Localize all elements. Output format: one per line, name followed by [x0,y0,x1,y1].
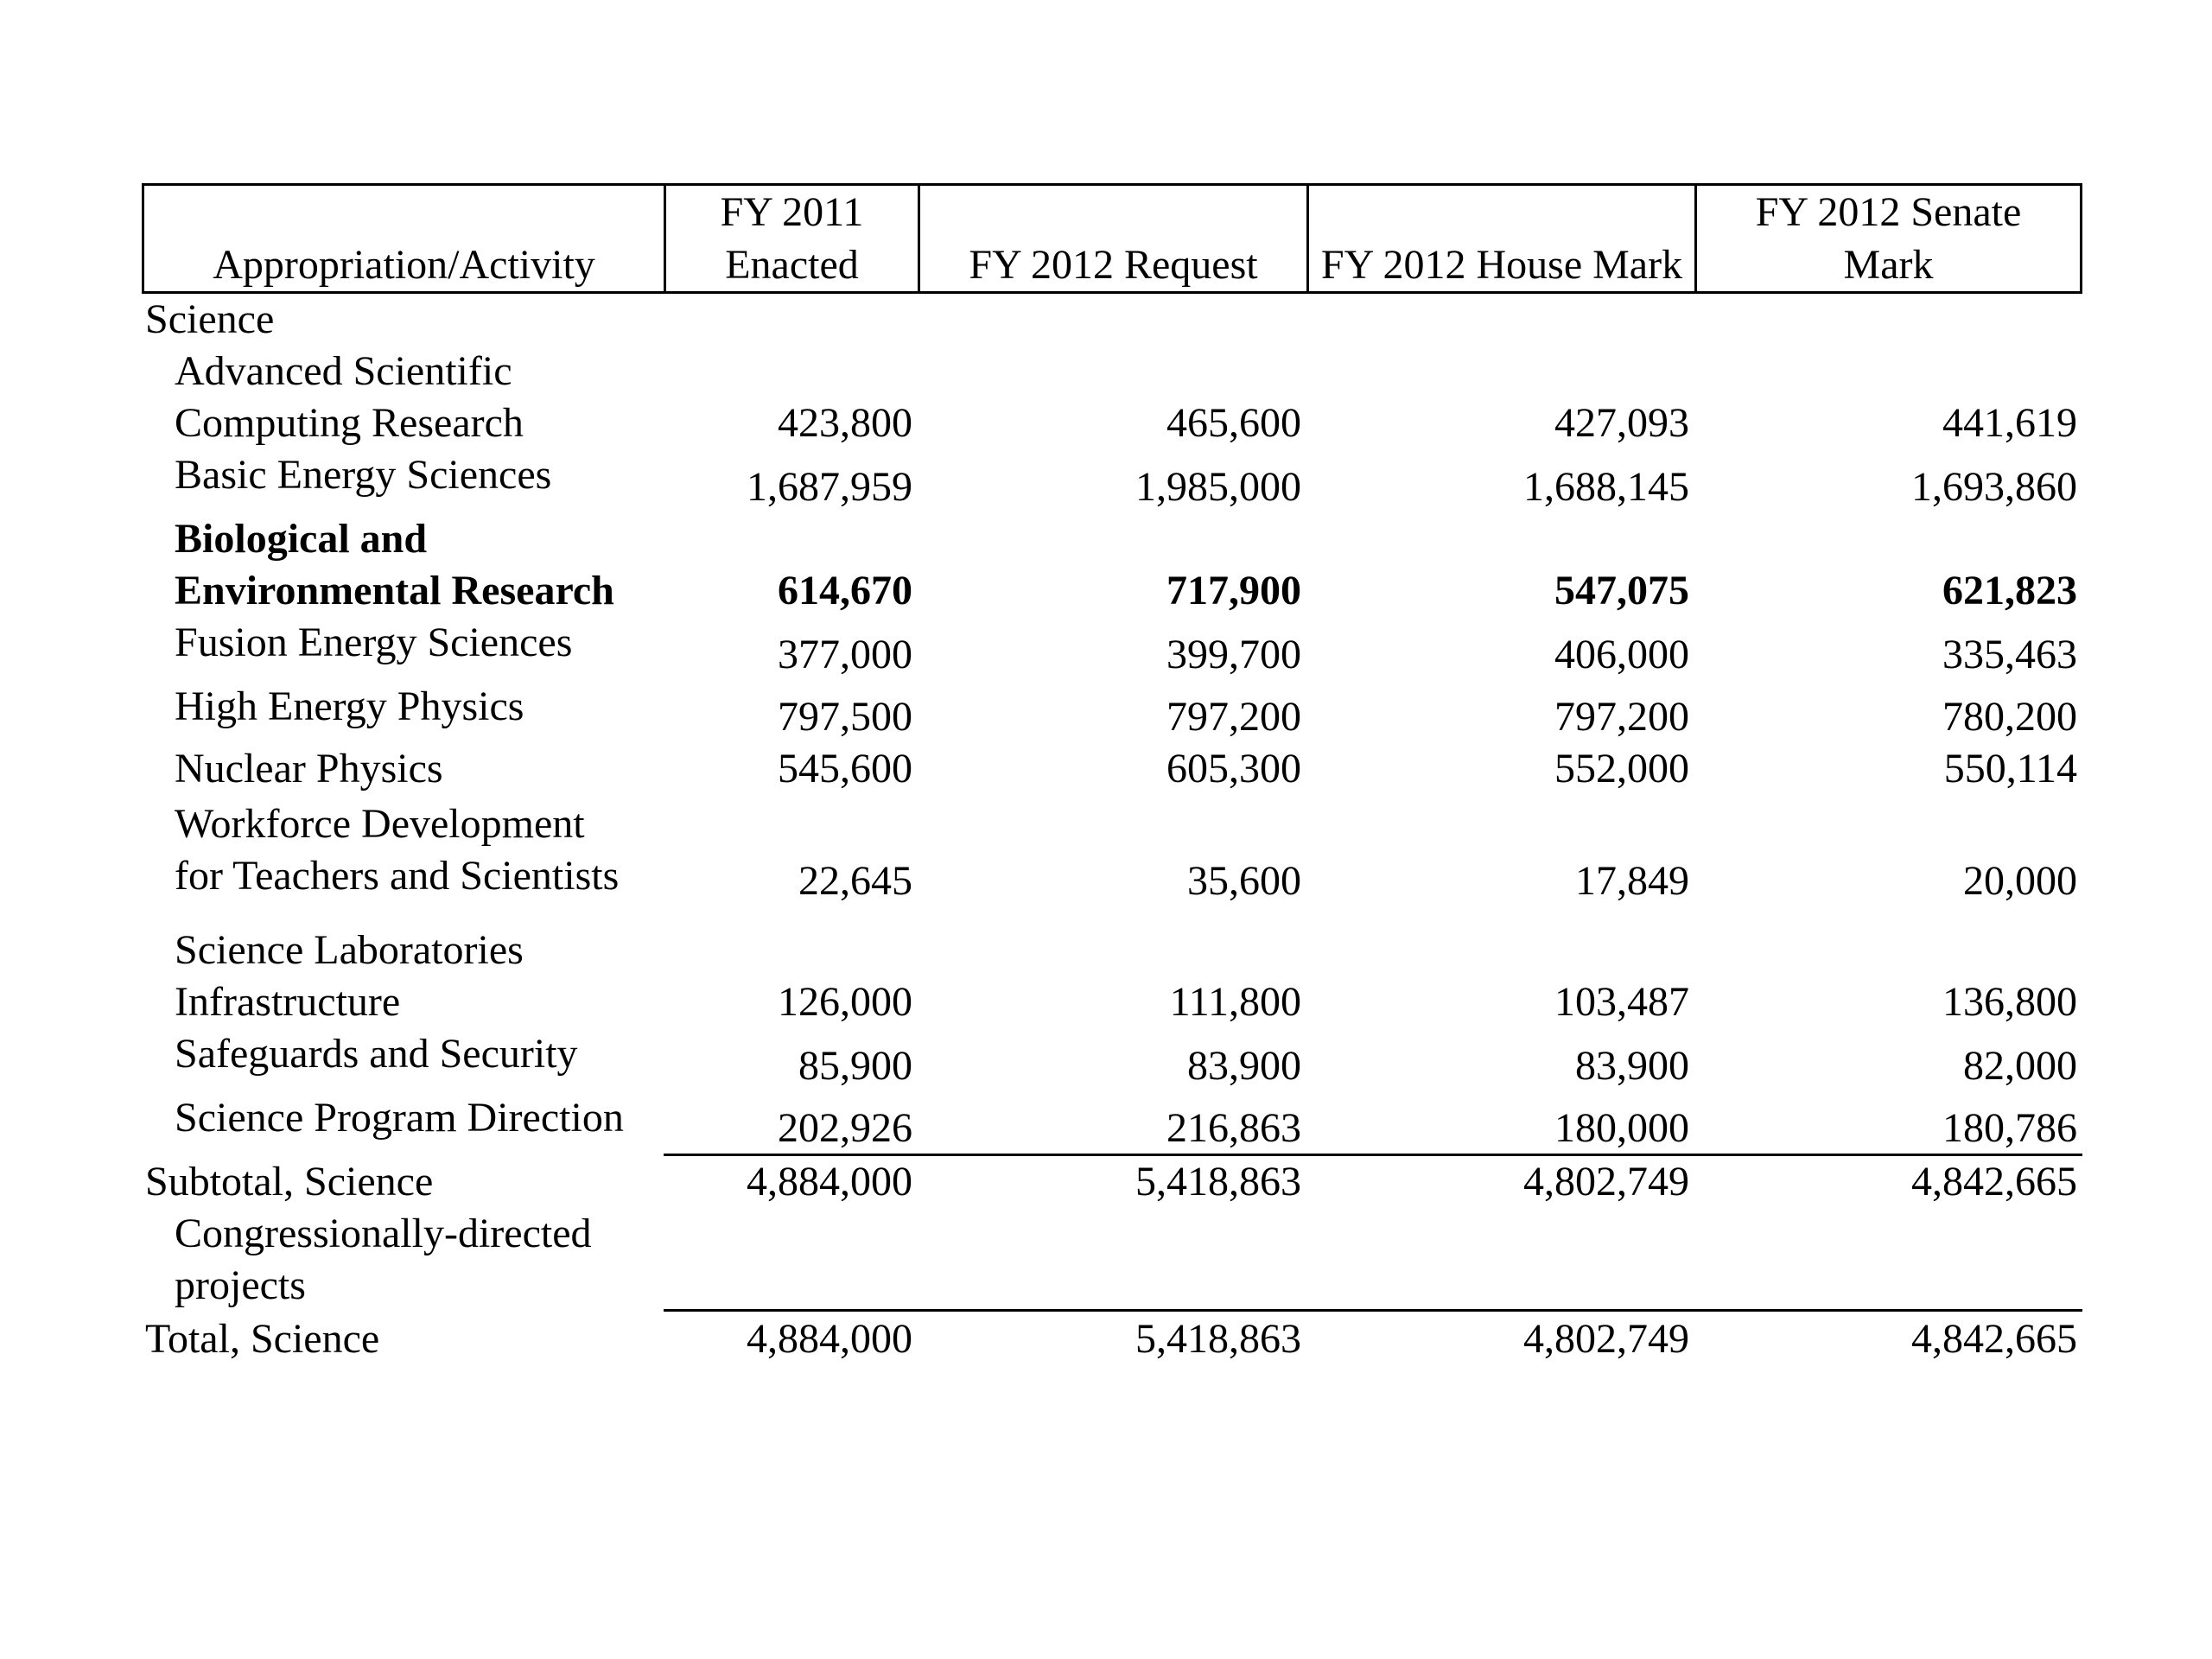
value-senate: 1,693,860 [1911,464,2077,510]
total-label: Total, Science [145,1316,380,1362]
value-fy2011: 377,000 [778,632,912,677]
value-request: 465,600 [1166,400,1301,446]
value-request: 216,863 [1166,1105,1301,1151]
row-label-line: Congressionally-directed [175,1211,592,1256]
congressional-row [142,1208,2082,1312]
value-fy2011: 126,000 [778,979,912,1025]
value-fy2011: 85,900 [798,1043,912,1089]
row-label-line: Biological and [175,516,428,562]
table-header [142,183,2082,294]
total-fy2011: 4,884,000 [747,1316,912,1362]
value-house: 427,093 [1554,400,1689,446]
table-row [142,513,2082,617]
row-label-line: Computing Research [175,400,524,446]
table-row [142,1028,2082,1092]
value-senate: 621,823 [1942,568,2077,613]
value-house: 797,200 [1554,694,1689,740]
value-senate: 82,000 [1963,1043,2077,1089]
row-label-line: Environmental Research [175,568,614,613]
table-row [142,925,2082,1028]
value-fy2011: 614,670 [778,568,912,613]
value-request: 83,900 [1187,1043,1301,1089]
value-fy2011: 202,926 [778,1105,912,1151]
header-fy2011-line1: FY 2011 [720,189,864,235]
value-house: 103,487 [1554,979,1689,1025]
row-label-line: Advanced Scientific [175,348,512,394]
header-activity [144,186,664,291]
total-house: 4,802,749 [1523,1316,1689,1362]
header-fy2012-house [1306,186,1694,291]
total-senate: 4,842,665 [1911,1316,2077,1362]
header-fy2012-request [918,186,1306,291]
value-request: 717,900 [1166,568,1301,613]
row-label-line: for Teachers and Scientists [175,853,620,899]
total-row [142,1312,2082,1365]
row-label: Science Program Direction [175,1095,624,1141]
row-label-line: projects [175,1262,306,1308]
header-senate-line1: FY 2012 Senate [1755,189,2022,235]
value-request: 1,985,000 [1135,464,1301,510]
value-house: 17,849 [1575,858,1689,904]
value-senate: 335,463 [1942,632,2077,677]
subtotal-label: Subtotal, Science [145,1159,434,1205]
header-house-line: FY 2012 House Mark [1320,242,1683,288]
value-fy2011: 1,687,959 [747,464,912,510]
row-label [142,798,664,902]
row-label: Nuclear Physics [175,746,443,791]
value-house: 83,900 [1575,1043,1689,1089]
table-row [142,743,2082,795]
row-label: Safeguards and Security [175,1031,578,1077]
subtotal-senate: 4,842,665 [1911,1159,2077,1205]
value-request: 35,600 [1187,858,1301,904]
value-request: 605,300 [1166,746,1301,791]
value-house: 406,000 [1554,632,1689,677]
header-activity-line: Appropriation/Activity [213,242,595,288]
subtotal-house: 4,802,749 [1523,1159,1689,1205]
budget-table [142,183,2082,1365]
table-row [142,1092,2082,1156]
value-request: 399,700 [1166,632,1301,677]
header-fy2011 [664,186,918,291]
value-senate: 780,200 [1942,694,2077,740]
subtotal-fy2011: 4,884,000 [747,1159,912,1205]
table-row [142,617,2082,681]
value-fy2011: 797,500 [778,694,912,740]
row-label: Fusion Energy Sciences [175,620,573,665]
value-senate: 180,786 [1942,1105,2077,1151]
value-fy2011: 22,645 [798,858,912,904]
value-senate: 20,000 [1963,858,2077,904]
subtotal-row [142,1156,2082,1208]
congressional-label [142,1208,664,1312]
section-label: Science [145,296,275,342]
value-request: 111,800 [1169,979,1301,1025]
value-fy2011: 545,600 [778,746,912,791]
value-house: 547,075 [1554,568,1689,613]
section-row [142,294,2082,346]
row-label [142,513,664,617]
row-label: Basic Energy Sciences [175,452,552,498]
value-fy2011: 423,800 [778,400,912,446]
value-senate: 441,619 [1942,400,2077,446]
subtotal-request: 5,418,863 [1135,1159,1301,1205]
value-house: 1,688,145 [1523,464,1689,510]
header-senate-line2: Mark [1843,242,1934,288]
value-house: 180,000 [1554,1105,1689,1151]
value-request: 797,200 [1166,694,1301,740]
value-senate: 136,800 [1942,979,2077,1025]
table-row [142,346,2082,449]
total-request: 5,418,863 [1135,1316,1301,1362]
table-row [142,449,2082,513]
row-label [142,346,664,449]
table-row [142,681,2082,743]
header-fy2012-senate [1694,186,2080,291]
value-house: 552,000 [1554,746,1689,791]
row-label: High Energy Physics [175,683,524,729]
row-label-line: Infrastructure [175,979,401,1025]
header-request-line: FY 2012 Request [969,242,1258,288]
table-row [142,795,2082,925]
row-label-line: Workforce Development [175,801,585,847]
value-senate: 550,114 [1943,746,2077,791]
row-label-line: Science Laboratories [175,927,524,973]
row-label [142,925,664,1028]
header-fy2011-line2: Enacted [725,242,859,288]
